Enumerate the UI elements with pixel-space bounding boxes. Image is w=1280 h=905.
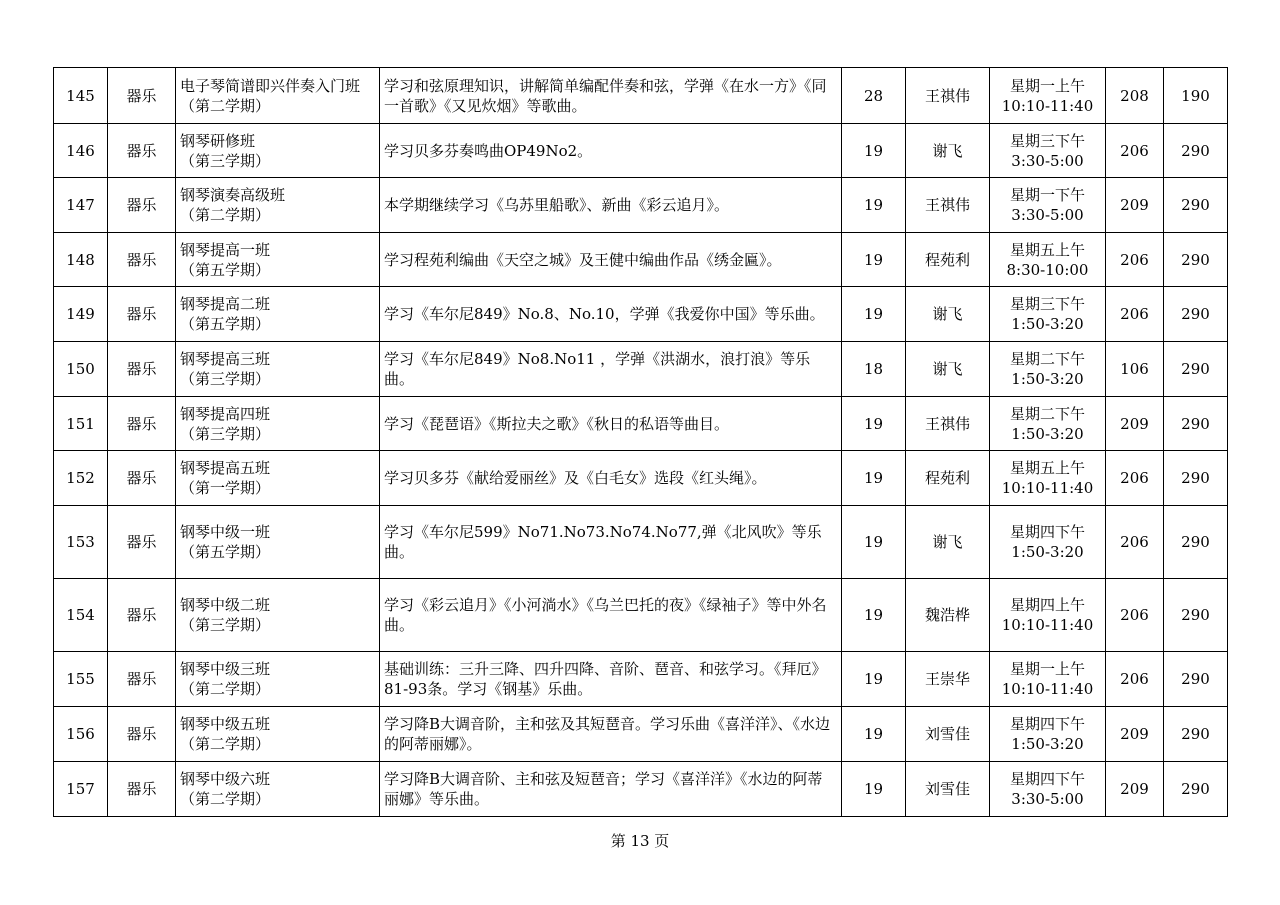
fee-cell: 290 [1164, 287, 1228, 342]
course-number-cell: 149 [54, 287, 108, 342]
table-row [54, 233, 1228, 287]
course-category-cell: 器乐 [108, 287, 176, 342]
course-description-cell: 本学期继续学习《乌苏里船歌》、新曲《彩云追月》。 [380, 178, 842, 233]
course-hours-cell: 28 [842, 68, 906, 124]
schedule-hours: 10:10-11:40 [1001, 96, 1094, 115]
course-number-cell: 157 [54, 762, 108, 817]
course-description-cell: 学习《车尔尼849》No.8、No.10，学弹《我爱你中国》等乐曲。 [380, 287, 842, 342]
course-category-cell: 器乐 [108, 451, 176, 506]
table-row [54, 68, 1228, 124]
course-description-cell: 基础训练：三升三降、四升四降、音阶、琶音、和弦学习。《拜厄》81-93条。学习《钢基》乐曲。 [380, 652, 842, 707]
teacher-cell: 谢飞 [906, 287, 990, 342]
teacher-cell: 王祺伟 [906, 68, 990, 124]
fee-cell: 290 [1164, 652, 1228, 707]
schedule-cell [990, 506, 1106, 579]
table-row [54, 707, 1228, 762]
page-number: 第 13 页 [610, 832, 670, 850]
course-category-cell: 器乐 [108, 342, 176, 397]
course-hours-cell: 19 [842, 178, 906, 233]
course-hours-cell: 18 [842, 342, 906, 397]
course-number-cell: 156 [54, 707, 108, 762]
course-number-cell: 145 [54, 68, 108, 124]
room-cell: 206 [1106, 652, 1164, 707]
schedule-day: 星期四下午 [1009, 523, 1085, 541]
room-cell: 106 [1106, 342, 1164, 397]
schedule-hours: 10:10-11:40 [1001, 680, 1094, 698]
course-category-cell: 器乐 [108, 68, 176, 124]
course-number-cell: 152 [54, 451, 108, 506]
schedule-cell [990, 233, 1106, 287]
schedule-cell [990, 707, 1106, 762]
schedule-hours: 3:30-5:00 [1011, 790, 1084, 808]
course-name-cell: 电子琴简谱即兴伴奏入门班（第二学期） [176, 68, 380, 124]
fee-cell: 290 [1164, 397, 1228, 451]
course-category-cell: 器乐 [108, 124, 176, 178]
course-name-cell: 钢琴研修班 （第三学期） [176, 124, 380, 178]
schedule-day: 星期二下午 [1009, 350, 1085, 368]
teacher-cell: 魏浩桦 [906, 579, 990, 652]
course-description-cell: 学习程苑利编曲《天空之城》及王健中编曲作品《绣金匾》。 [380, 233, 842, 287]
schedule-hours: 1:50-3:20 [1011, 735, 1084, 753]
room-cell: 206 [1106, 233, 1164, 287]
course-description-cell: 学习贝多芬奏鸣曲OP49No2。 [380, 124, 842, 178]
teacher-cell: 王崇华 [906, 652, 990, 707]
room-cell: 209 [1106, 707, 1164, 762]
schedule-day: 星期三下午 [1009, 131, 1085, 150]
fee-cell: 290 [1164, 707, 1228, 762]
table-row [54, 178, 1228, 233]
course-name-cell: 钢琴中级三班 （第二学期） [176, 652, 380, 707]
schedule-hours: 3:30-5:00 [1011, 151, 1084, 170]
teacher-cell: 谢飞 [906, 342, 990, 397]
schedule-hours: 1:50-3:20 [1011, 315, 1084, 333]
table-row [54, 579, 1228, 652]
course-number-cell: 154 [54, 579, 108, 652]
course-description-cell: 学习降B大调音阶、主和弦及短琶音；学习《喜洋洋》《水边的阿蒂丽娜》等乐曲。 [380, 762, 842, 817]
schedule-day: 星期四下午 [1009, 770, 1085, 788]
schedule-hours: 3:30-5:00 [1011, 206, 1084, 224]
schedule-day: 星期一上午 [1009, 660, 1085, 678]
course-name-cell: 钢琴提高二班 （第五学期） [176, 287, 380, 342]
fee-cell: 190 [1164, 68, 1228, 124]
teacher-cell: 刘雪佳 [906, 707, 990, 762]
course-description-cell: 学习《彩云追月》《小河淌水》《乌兰巴托的夜》《绿袖子》等中外名曲。 [380, 579, 842, 652]
room-cell: 206 [1106, 287, 1164, 342]
schedule-hours: 1:50-3:20 [1011, 424, 1084, 443]
course-number-cell: 153 [54, 506, 108, 579]
schedule-cell [990, 451, 1106, 506]
schedule-hours: 10:10-11:40 [1001, 479, 1094, 497]
course-name-cell: 钢琴中级二班 （第三学期） [176, 579, 380, 652]
teacher-cell: 王祺伟 [906, 397, 990, 451]
course-category-cell: 器乐 [108, 652, 176, 707]
schedule-day: 星期一下午 [1009, 186, 1085, 204]
schedule-hours: 10:10-11:40 [1001, 616, 1094, 634]
course-category-cell: 器乐 [108, 397, 176, 451]
course-hours-cell: 19 [842, 762, 906, 817]
course-description-cell: 学习贝多芬《献给爱丽丝》及《白毛女》选段《红头绳》。 [380, 451, 842, 506]
course-hours-cell: 19 [842, 287, 906, 342]
course-hours-cell: 19 [842, 451, 906, 506]
schedule-cell [990, 342, 1106, 397]
course-table [53, 67, 1228, 817]
course-hours-cell: 19 [842, 397, 906, 451]
course-name-cell: 钢琴提高一班 （第五学期） [176, 233, 380, 287]
schedule-hours: 1:50-3:20 [1011, 370, 1084, 388]
course-name-cell: 钢琴中级一班 （第五学期） [176, 506, 380, 579]
schedule-cell [990, 178, 1106, 233]
room-cell: 209 [1106, 397, 1164, 451]
course-category-cell: 器乐 [108, 579, 176, 652]
table-row [54, 506, 1228, 579]
teacher-cell: 王祺伟 [906, 178, 990, 233]
teacher-cell: 程苑利 [906, 233, 990, 287]
course-name-cell: 钢琴中级六班 （第二学期） [176, 762, 380, 817]
course-number-cell: 148 [54, 233, 108, 287]
teacher-cell: 谢飞 [906, 124, 990, 178]
room-cell: 206 [1106, 451, 1164, 506]
schedule-day: 星期五上午 [1009, 240, 1085, 259]
course-category-cell: 器乐 [108, 506, 176, 579]
room-cell: 206 [1106, 579, 1164, 652]
course-name-cell: 钢琴提高四班 （第三学期） [176, 397, 380, 451]
course-category-cell: 器乐 [108, 178, 176, 233]
course-name-cell: 钢琴提高五班 （第一学期） [176, 451, 380, 506]
course-category-cell: 器乐 [108, 707, 176, 762]
course-hours-cell: 19 [842, 652, 906, 707]
course-category-cell: 器乐 [108, 233, 176, 287]
schedule-day: 星期四下午 [1009, 715, 1085, 733]
fee-cell: 290 [1164, 342, 1228, 397]
fee-cell: 290 [1164, 451, 1228, 506]
schedule-cell [990, 68, 1106, 124]
schedule-day: 星期一上午 [1009, 76, 1085, 95]
table-row [54, 652, 1228, 707]
schedule-day: 星期三下午 [1009, 295, 1085, 313]
fee-cell: 290 [1164, 233, 1228, 287]
course-number-cell: 150 [54, 342, 108, 397]
schedule-hours: 8:30-10:00 [1006, 260, 1089, 279]
fee-cell: 290 [1164, 178, 1228, 233]
course-hours-cell: 19 [842, 506, 906, 579]
schedule-day: 星期二下午 [1009, 404, 1085, 423]
schedule-cell [990, 579, 1106, 652]
table-row [54, 451, 1228, 506]
table-row [54, 342, 1228, 397]
course-number-cell: 155 [54, 652, 108, 707]
room-cell: 208 [1106, 68, 1164, 124]
teacher-cell: 谢飞 [906, 506, 990, 579]
room-cell: 206 [1106, 506, 1164, 579]
table-row [54, 287, 1228, 342]
fee-cell: 290 [1164, 762, 1228, 817]
schedule-hours: 1:50-3:20 [1011, 543, 1084, 561]
course-name-cell: 钢琴演奏高级班 （第二学期） [176, 178, 380, 233]
fee-cell: 290 [1164, 124, 1228, 178]
course-hours-cell: 19 [842, 579, 906, 652]
course-category-cell: 器乐 [108, 762, 176, 817]
table-row [54, 124, 1228, 178]
course-description-cell: 学习和弦原理知识，讲解简单编配伴奏和弦，学弹《在水一方》《同一首歌》《又见炊烟》等歌曲。 [380, 68, 842, 124]
course-number-cell: 146 [54, 124, 108, 178]
schedule-cell [990, 762, 1106, 817]
course-name-cell: 钢琴提高三班 （第三学期） [176, 342, 380, 397]
room-cell: 209 [1106, 762, 1164, 817]
course-hours-cell: 19 [842, 233, 906, 287]
course-description-cell: 学习降B大调音阶，主和弦及其短琶音。学习乐曲《喜洋洋》、《水边的阿蒂丽娜》。 [380, 707, 842, 762]
course-name-cell: 钢琴中级五班 （第二学期） [176, 707, 380, 762]
course-description-cell: 学习《琵琶语》《斯拉夫之歌》《秋日的私语等曲目。 [380, 397, 842, 451]
course-description-cell: 学习《车尔尼849》No8.No11 ，学弹《洪湖水，浪打浪》等乐曲。 [380, 342, 842, 397]
table-row [54, 397, 1228, 451]
course-number-cell: 147 [54, 178, 108, 233]
course-hours-cell: 19 [842, 707, 906, 762]
table-row [54, 762, 1228, 817]
schedule-day: 星期四上午 [1009, 596, 1085, 614]
schedule-cell [990, 652, 1106, 707]
course-description-cell: 学习《车尔尼599》No71.No73.No74.No77,弹《北风吹》等乐曲。 [380, 506, 842, 579]
schedule-day: 星期五上午 [1009, 459, 1085, 477]
course-number-cell: 151 [54, 397, 108, 451]
room-cell: 209 [1106, 178, 1164, 233]
schedule-cell [990, 124, 1106, 178]
fee-cell: 290 [1164, 506, 1228, 579]
teacher-cell: 程苑利 [906, 451, 990, 506]
room-cell: 206 [1106, 124, 1164, 178]
schedule-cell [990, 287, 1106, 342]
fee-cell: 290 [1164, 579, 1228, 652]
schedule-cell [990, 397, 1106, 451]
teacher-cell: 刘雪佳 [906, 762, 990, 817]
course-hours-cell: 19 [842, 124, 906, 178]
